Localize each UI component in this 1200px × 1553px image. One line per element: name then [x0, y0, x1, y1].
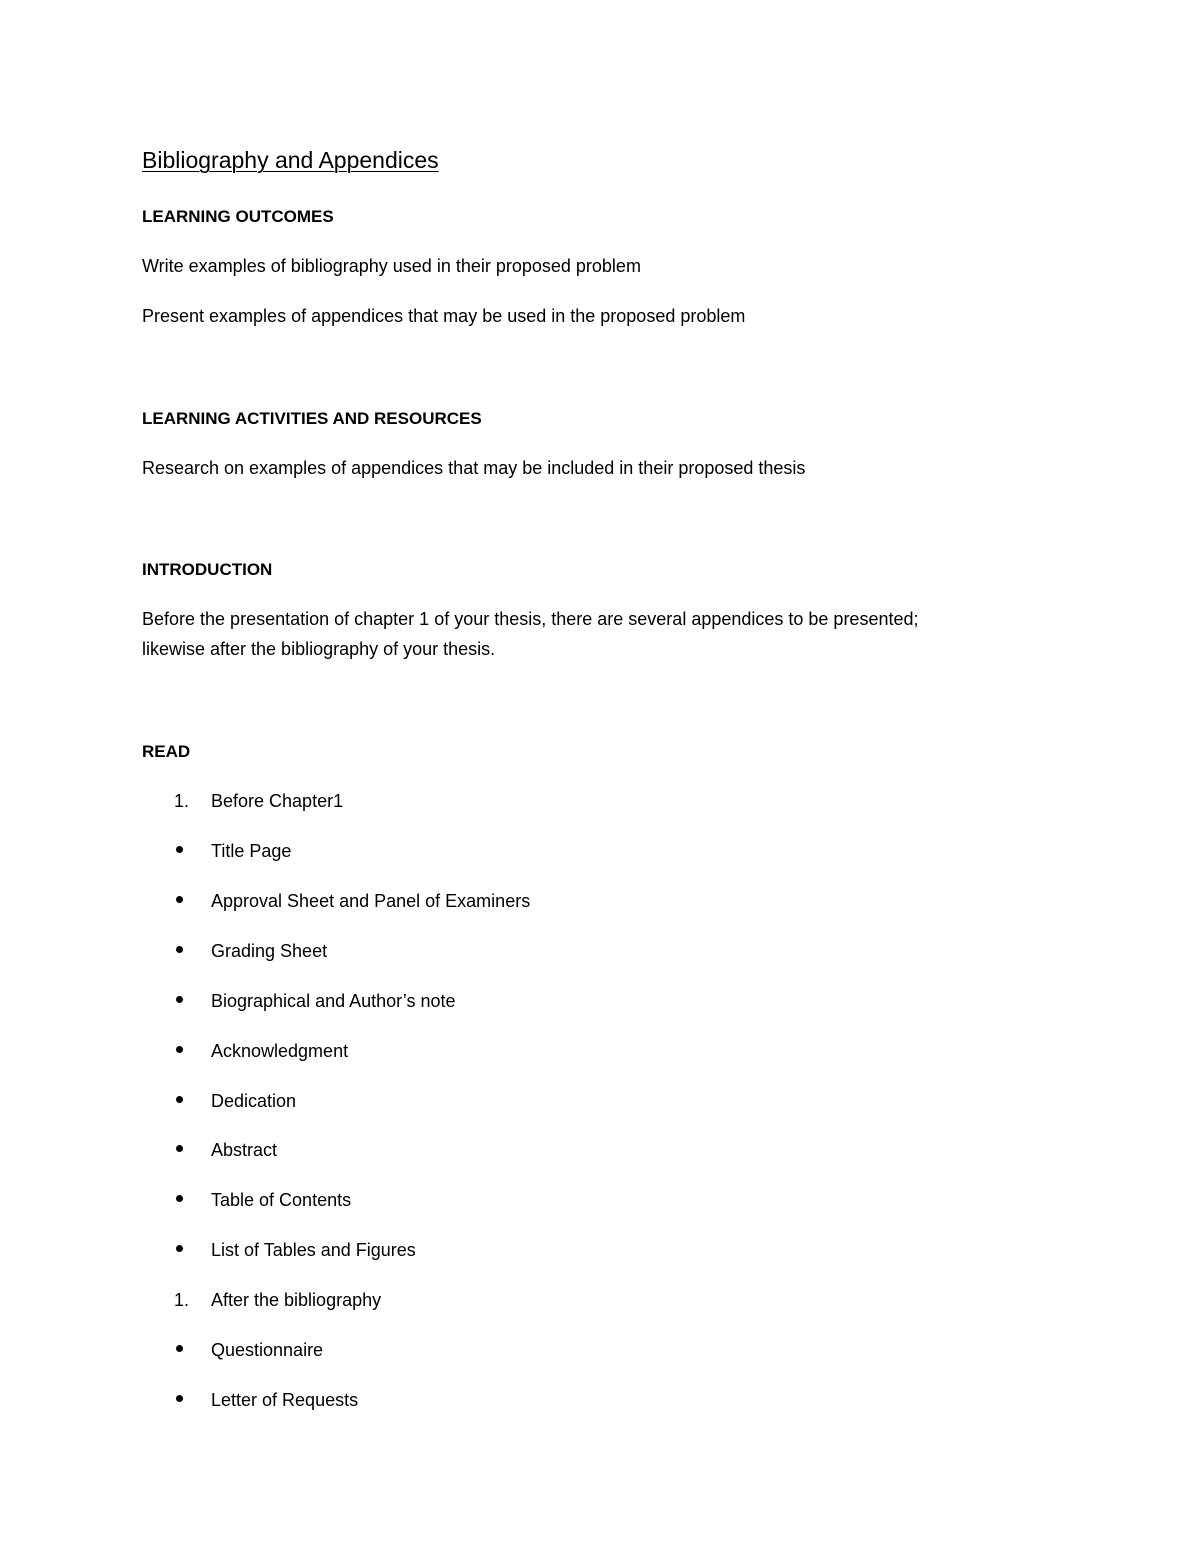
list-item: Questionnaire	[211, 1340, 324, 1360]
after-bibliography-label: After the bibliography	[211, 1290, 382, 1310]
list-item: List of Tables and Figures	[211, 1240, 416, 1260]
introduction-line-1: Before the presentation of chapter 1 of your thesis, there are several appendices to be presented;	[142, 609, 919, 629]
bullet-icon	[176, 1395, 183, 1402]
list-item: Abstract	[211, 1140, 278, 1160]
introduction-paragraph	[142, 608, 919, 660]
bullet-icon	[176, 896, 183, 903]
list-item: Table of Contents	[211, 1190, 352, 1210]
list-item: Acknowledgment	[211, 1041, 349, 1061]
introduction-line-2: likewise after the bibliography of your thesis.	[142, 639, 496, 659]
list-item: Title Page	[211, 841, 292, 861]
learning-outcome-1: Write examples of bibliography used in their proposed problem	[142, 256, 641, 276]
list-item: Approval Sheet and Panel of Examiners	[211, 891, 531, 911]
bullet-icon	[176, 846, 183, 853]
bullet-icon	[176, 1145, 183, 1152]
before-chapter-label: Before Chapter1	[211, 791, 344, 811]
document-title: Bibliography and Appendices	[142, 147, 439, 173]
learning-activities-text: Research on examples of appendices that may be included in their proposed thesis	[142, 458, 806, 478]
bullet-icon	[176, 1195, 183, 1202]
list-item: Biographical and Author’s note	[211, 991, 456, 1011]
learning-outcomes-heading: LEARNING OUTCOMES	[142, 207, 334, 226]
bullet-icon	[176, 1245, 183, 1252]
bullet-icon	[176, 946, 183, 953]
list-item: Dedication	[211, 1091, 297, 1111]
bullet-icon	[176, 1096, 183, 1103]
introduction-heading: INTRODUCTION	[142, 560, 273, 579]
learning-activities-heading: LEARNING ACTIVITIES AND RESOURCES	[142, 409, 482, 428]
bullet-icon	[176, 1046, 183, 1053]
bullet-icon	[176, 1345, 183, 1352]
read-heading: READ	[142, 742, 191, 761]
list-item: Grading Sheet	[211, 941, 328, 961]
learning-outcome-2: Present examples of appendices that may be used in the proposed problem	[142, 306, 746, 326]
list-item: Letter of Requests	[211, 1390, 359, 1410]
bullet-icon	[176, 996, 183, 1003]
list-number: 1.	[174, 1290, 190, 1310]
list-number: 1.	[174, 791, 190, 811]
